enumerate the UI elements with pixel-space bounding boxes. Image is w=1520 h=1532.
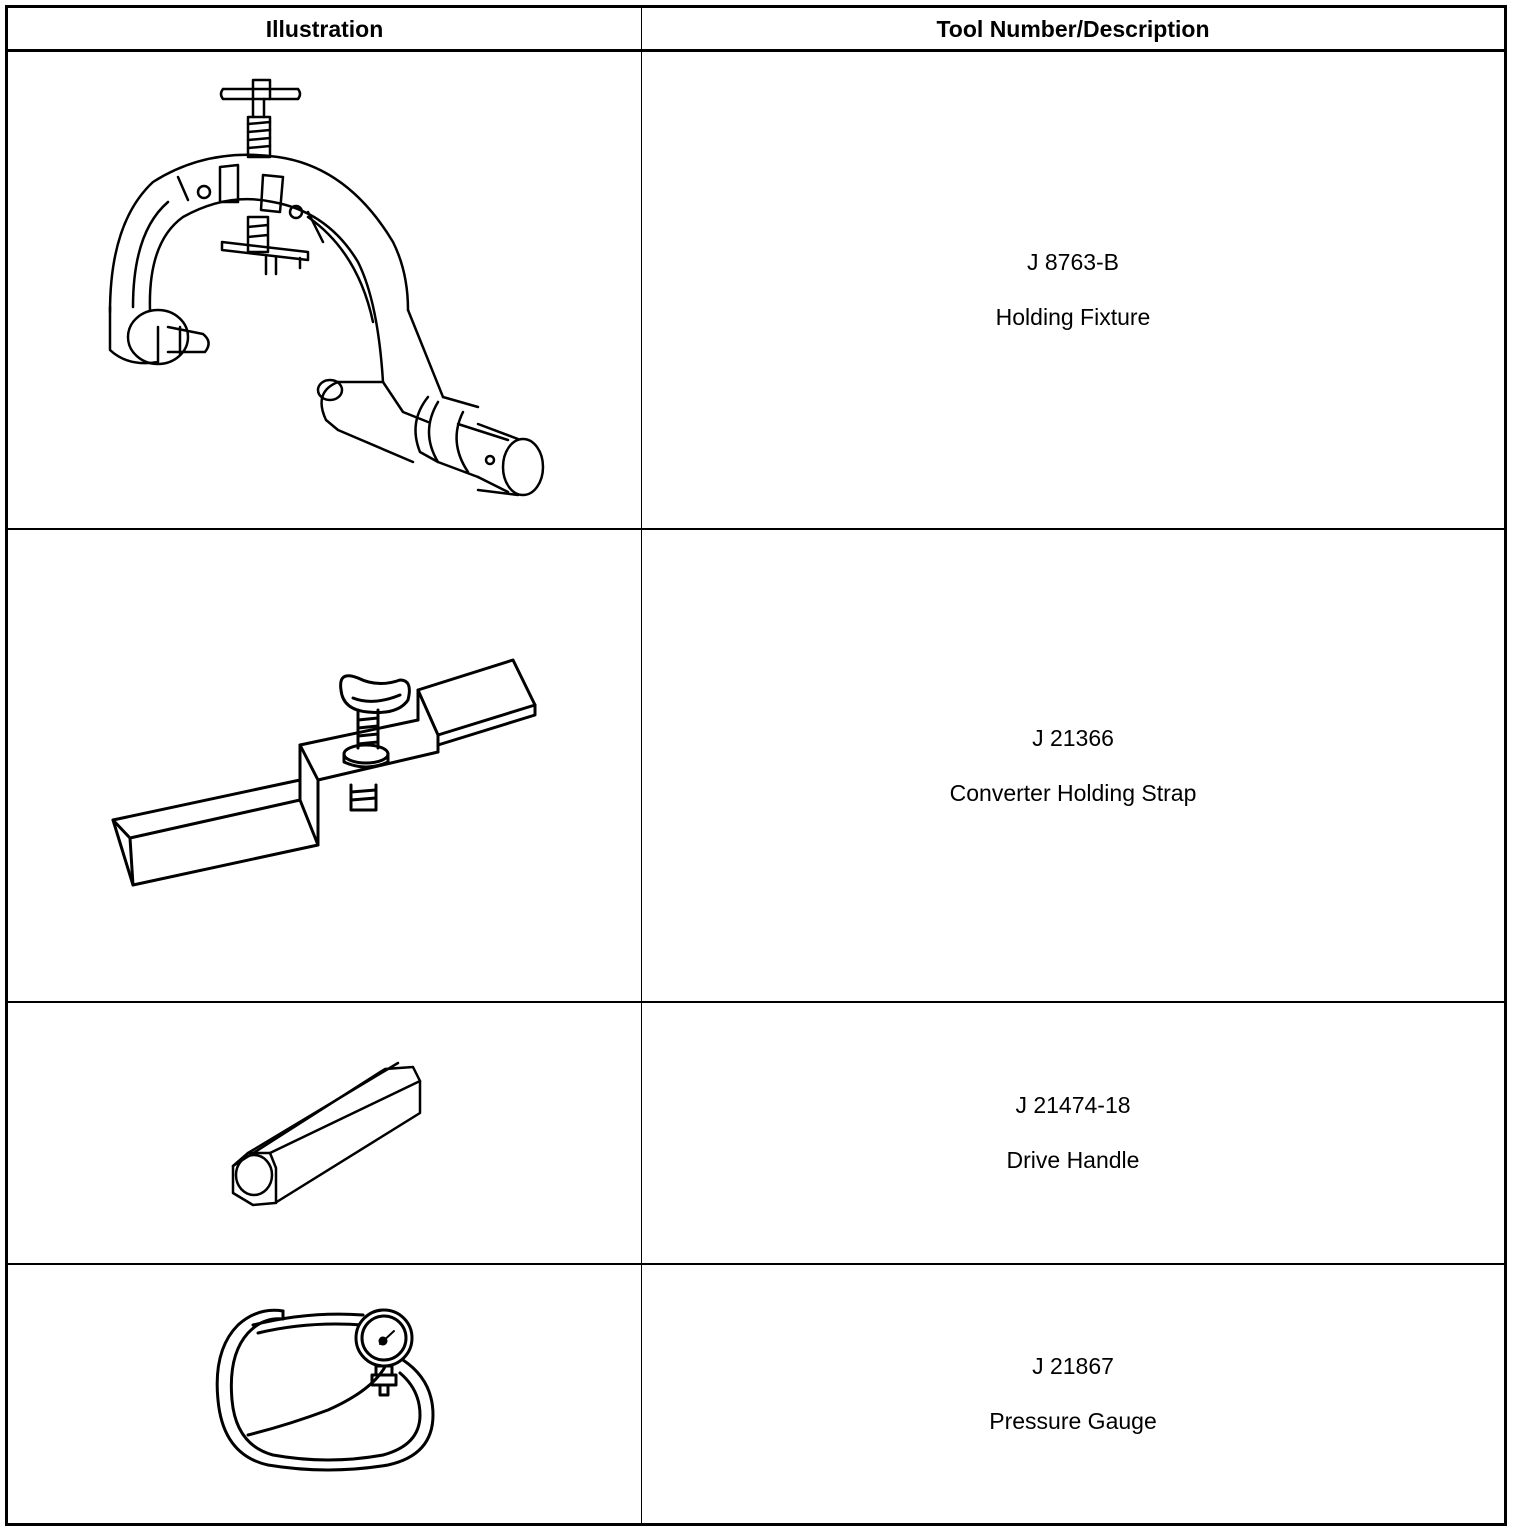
drive-handle-illustration [8,1003,641,1263]
tool-description: Pressure Gauge [989,1408,1157,1434]
holding-fixture-illustration [8,52,641,528]
tool-description-cell [642,530,1504,1001]
tool-description-cell [642,52,1504,528]
holding-strap-illustration [8,530,641,1001]
tool-number: J 8763-B [1026,249,1120,275]
tool-description: Converter Holding Strap [949,779,1197,806]
tool-description: Drive Handle [1006,1147,1140,1173]
tool-table [5,5,1507,1526]
tool-description-cell [642,1265,1504,1523]
header-illustration: Illustration [265,16,384,42]
tool-number: J 21867 [1032,1353,1114,1379]
tool-description-cell [642,1003,1504,1263]
tool-description: Holding Fixture [995,304,1151,330]
pressure-gauge-illustration [8,1265,641,1523]
tool-number: J 21366 [1032,724,1114,751]
tool-number: J 21474-18 [1015,1092,1131,1118]
header-tool-description: Tool Number/Description [936,16,1210,42]
